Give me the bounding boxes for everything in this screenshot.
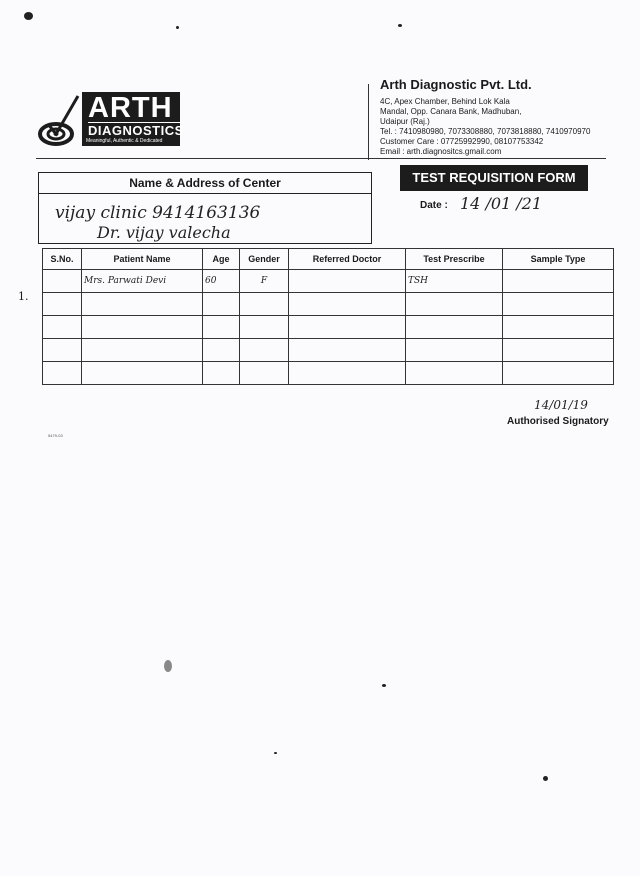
date-handwritten: 14 /01 /21: [460, 194, 543, 213]
logo-diagnostics-text: DIAGNOSTICS: [88, 123, 184, 138]
logo-arth-text: ARTH: [88, 92, 173, 124]
ink-speck: [176, 26, 179, 29]
ink-speck: [543, 776, 548, 781]
table-cell: [203, 316, 240, 339]
table-cell: [240, 293, 289, 316]
table-cell: [289, 339, 406, 362]
center-name-handwritten: vijay clinic 9414163136: [55, 203, 261, 223]
test-prescribe-cell: TSH: [406, 270, 503, 293]
table-cell: [289, 316, 406, 339]
table-cell: [289, 362, 406, 385]
table-cell: [240, 339, 289, 362]
company-tel: Tel. : 7410980980, 7073308880, 7073818880, 7410970970: [380, 127, 591, 136]
company-address-line: Mandal, Opp. Canara Bank, Madhuban,: [380, 107, 522, 116]
ink-speck: [24, 12, 33, 20]
table-cell: [406, 362, 503, 385]
age-cell: 60: [203, 270, 240, 293]
table-cell: [503, 339, 614, 362]
column-header: Test Prescribe: [406, 249, 503, 270]
column-header: Patient Name: [82, 249, 203, 270]
table-cell: [503, 316, 614, 339]
table-row: [43, 362, 614, 385]
column-header: Gender: [240, 249, 289, 270]
patient-name-cell: Mrs. Parwati Devi: [82, 270, 203, 293]
column-header: S.No.: [43, 249, 82, 270]
table-cell: [503, 293, 614, 316]
serial-mark-handwritten: 1.: [18, 290, 29, 303]
ink-speck: [274, 752, 277, 754]
table-cell: [203, 339, 240, 362]
table-cell: [82, 316, 203, 339]
center-heading: Name & Address of Center: [39, 173, 371, 194]
table-cell: [406, 293, 503, 316]
logo-wordmark: [82, 92, 184, 146]
table-row: [43, 339, 614, 362]
table-cell: [240, 316, 289, 339]
authorised-signatory-label: Authorised Signatory: [507, 416, 609, 427]
company-address-line: 4C, Apex Chamber, Behind Lok Kala: [380, 97, 510, 106]
table-cell: [203, 362, 240, 385]
company-address-line: Udaipur (Raj.): [380, 117, 430, 126]
referred-doctor-cell: [289, 270, 406, 293]
table-cell: [82, 362, 203, 385]
table-cell: [240, 362, 289, 385]
table-cell: [43, 293, 82, 316]
column-header: Age: [203, 249, 240, 270]
table-cell: [43, 362, 82, 385]
ink-speck: [398, 24, 402, 27]
table-row: [43, 270, 614, 293]
requisition-table: [42, 248, 614, 385]
center-details-box: [38, 172, 372, 244]
target-check-logo-icon: [38, 94, 80, 150]
gender-cell: F: [240, 270, 289, 293]
ink-speck: [382, 684, 386, 687]
signature-scrawl: 14/01/19: [534, 398, 588, 412]
table-cell: [406, 316, 503, 339]
table-row: [43, 316, 614, 339]
form-title-banner: TEST REQUISITION FORM: [400, 165, 588, 191]
table-cell: [82, 339, 203, 362]
table-cell: [82, 293, 203, 316]
table-row: [43, 293, 614, 316]
table-cell: [43, 316, 82, 339]
ink-speck: [164, 660, 172, 672]
table-cell: [203, 293, 240, 316]
date-label: Date :: [420, 200, 448, 211]
center-doctor-handwritten: Dr. vijay valecha: [97, 223, 231, 242]
form-code: 5479-03: [48, 433, 63, 438]
table-header-row: [43, 249, 614, 270]
header-divider: [368, 84, 369, 160]
company-customer-care: Customer Care : 07725992990, 08107753342: [380, 137, 544, 146]
company-name: Arth Diagnostic Pvt. Ltd.: [380, 77, 532, 92]
column-header: Referred Doctor: [289, 249, 406, 270]
table-cell: [406, 339, 503, 362]
logo-tagline: Meaningful, Authentic & Dedicated: [86, 138, 163, 144]
table-cell: [503, 362, 614, 385]
company-email: Email : arth.diagnositcs.gmail.com: [380, 147, 502, 156]
table-cell: [43, 339, 82, 362]
column-header: Sample Type: [503, 249, 614, 270]
table-cell: [289, 293, 406, 316]
table-cell: [43, 270, 82, 293]
header-rule: [36, 158, 606, 159]
sample-type-cell: [503, 270, 614, 293]
